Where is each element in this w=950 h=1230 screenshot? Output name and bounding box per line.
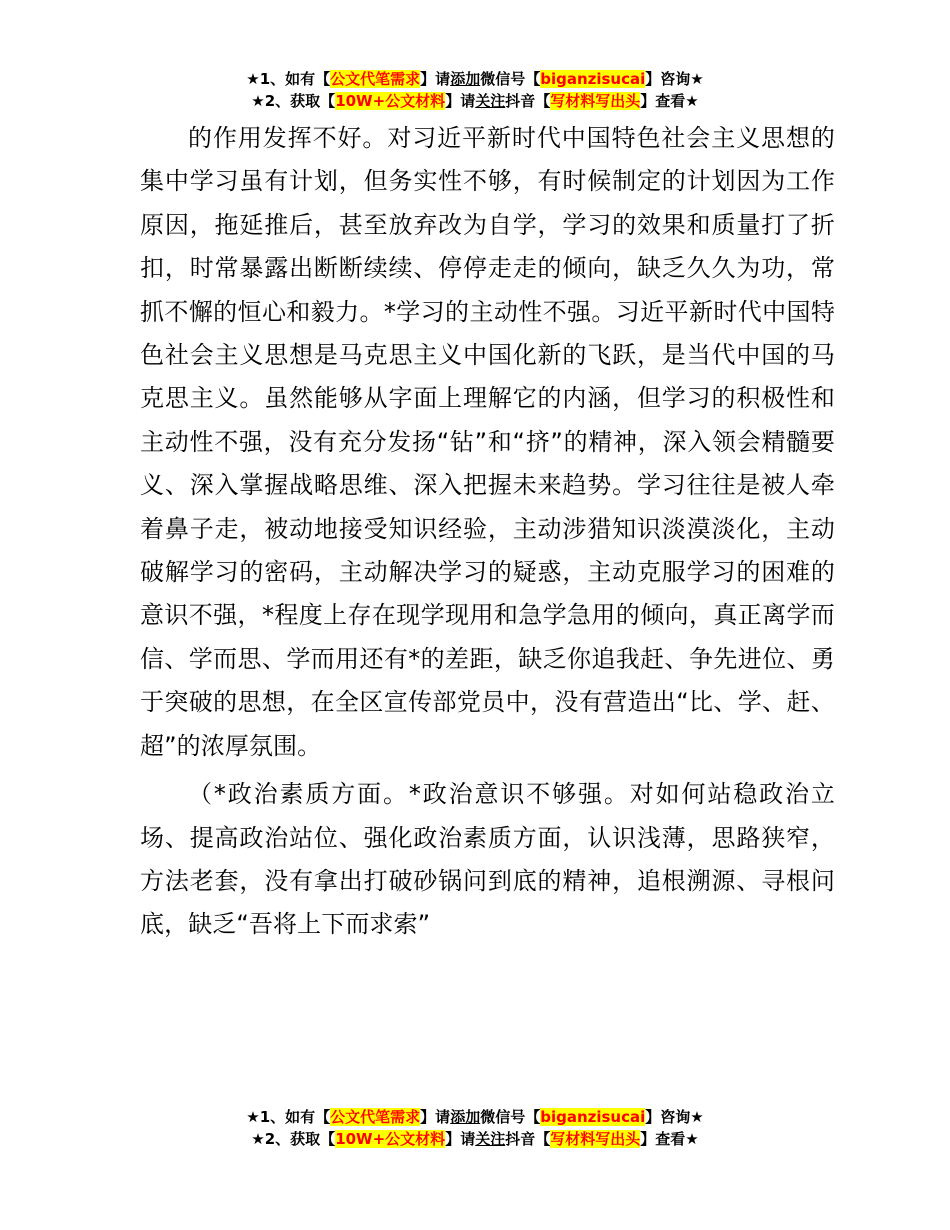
banner-line-2-douyin-id: 写材料写出头 (550, 92, 641, 110)
banner-line-2-suffix: 】查看★ (640, 92, 699, 110)
footer-banner-line-1 (0, 1106, 950, 1128)
banner-line-1-wechat-id: biganzisucai (540, 70, 646, 88)
footer-line-2-follow: 关注 (475, 1130, 506, 1148)
body-paragraph-2: （*政治素质方面。*政治意识不够强。对如何站稳政治立场、提高政治站位、强化政治素质方面，认识浅薄，思路狭窄，方法老套，没有拿出打破砂锅问到底的精神，追根溯源、寻根问底，缺乏“吾将上下而求索” (140, 780, 835, 939)
banner-line-1-wechat-label: 微信号【 (480, 70, 541, 88)
footer-line-1-add: 添加 (450, 1108, 481, 1126)
footer-banner (0, 1106, 950, 1150)
banner-line-2-prefix: ★2、获取【 (251, 92, 336, 110)
banner-line-1-prefix: ★1、如有【 (246, 70, 331, 88)
footer-banner-line-2 (0, 1128, 950, 1150)
footer-line-2-douyin-label: 抖音【 (505, 1130, 551, 1148)
banner-line-2-middle: 】请 (445, 92, 476, 110)
body-paragraph-1: 的作用发挥不好。对习近平新时代中国特色社会主义思想的集中学习虽有计划，但务实性不够，有时候制定的计划因为工作原因，拖延推后，甚至放弃改为自学，学习的效果和质量打了折扣，时常暴露出断断续续、停停走走的倾向，缺乏久久为功，常抓不懈的恒心和毅力。*学习的主动性不强。习近平新时代中国特色社会主义思想是马克思主义中国化新的飞跃，是当代中国的马克思主义。虽然能够从字面上理解它的内涵，但学习的积极性和主动性不强，没有充分发扬“钻”和“挤”的精神，深入领会精髓要义、深入掌握战略思维、深入把握未来趋势。学习往往是被人牵着鼻子走，被动地接受知识经验，主动涉猎知识淡漠淡化，主动破解学习的密码，主动解决学习的疑惑，主动克服学习的困难的意识不强，*程度上存在现学现用和急学急用的倾向，真正离学而信、学而思、学而用还有*的差距，缺乏你追我赶、争先进位、勇于突破的思想，在全区宣传部党员中，没有营造出“比、学、赶、超”的浓厚氛围。 (140, 124, 835, 760)
footer-line-2-middle: 】请 (445, 1130, 476, 1148)
document-body (140, 117, 835, 947)
banner-line-1-highlight-service: 公文代笔需求 (330, 70, 421, 88)
banner-line-2-follow: 关注 (475, 92, 506, 110)
footer-line-2-prefix: ★2、获取【 (251, 1130, 336, 1148)
footer-line-1-suffix: 】咨询★ (645, 1108, 704, 1126)
footer-line-1-middle: 】请 (420, 1108, 451, 1126)
banner-line-2-highlight-materials: 10W+公文材料 (335, 92, 446, 110)
header-banner (0, 68, 950, 112)
footer-line-2-douyin-id: 写材料写出头 (550, 1130, 641, 1148)
footer-line-1-wechat-label: 微信号【 (480, 1108, 541, 1126)
banner-line-2-douyin-label: 抖音【 (505, 92, 551, 110)
footer-line-2-suffix: 】查看★ (640, 1130, 699, 1148)
footer-line-1-highlight-service: 公文代笔需求 (330, 1108, 421, 1126)
banner-line-1-suffix: 】咨询★ (645, 70, 704, 88)
footer-line-1-wechat-id: biganzisucai (540, 1108, 646, 1126)
footer-line-2-highlight-materials: 10W+公文材料 (335, 1130, 446, 1148)
footer-line-1-prefix: ★1、如有【 (246, 1108, 331, 1126)
banner-line-1-add: 添加 (450, 70, 481, 88)
banner-line-1-middle: 】请 (420, 70, 451, 88)
banner-line-1 (0, 68, 950, 90)
banner-line-2 (0, 90, 950, 112)
